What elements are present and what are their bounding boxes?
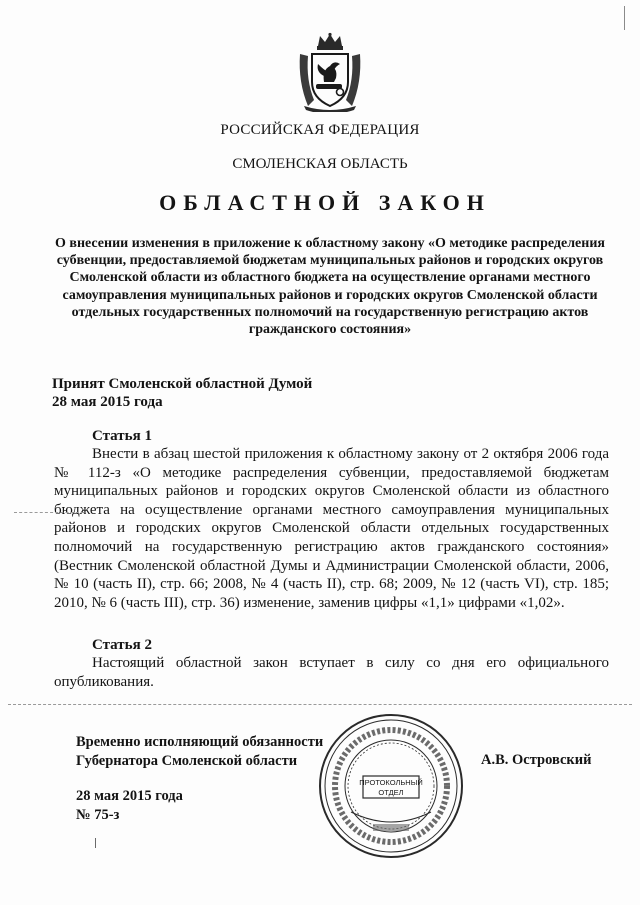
signatory-position [76,733,323,771]
document-number: № 75-з [76,807,120,823]
signatory-position-line-2: Губернатора Смоленской области [76,753,298,769]
signatory-name: А.В. Островский [481,752,592,768]
official-seal-stamp [317,712,465,860]
law-title: О внесении изменения в приложение к областному закону «О методике распределения субвенции, предоставляемой бюджетам муниципальных районов и городских округов Смоленской области из областного бюджета на осуществление органами местного самоуправления муниципальных районов и городских округов Смоленской области отдельных государственных полномочий на государственную регистрацию актов гражданского состояния» [55,236,605,338]
article-2-text: Настоящий областной закон вступает в силу со дня его официального опубликования. [54,655,609,690]
region-heading: СМОЛЕНСКАЯ ОБЛАСТЬ [232,156,408,172]
adoption-note [52,375,312,411]
coat-of-arms-icon [294,32,366,112]
document-type-heading: ОБЛАСТНОЙ ЗАКОН [159,190,491,215]
seal-icon [317,712,465,860]
document-meta [76,787,183,825]
signatory-position-line-1: Временно исполняющий обязанности [76,734,324,750]
coat-of-arms-emblem [294,32,366,112]
scan-artifact-mark [624,6,625,30]
seal-text-line-2: ОТДЕЛ [378,788,404,797]
seal-text-line-1: ПРОТОКОЛЬНЫЙ [359,778,423,787]
adoption-line-date: 28 мая 2015 года [52,394,163,410]
document-date: 28 мая 2015 года [76,788,183,804]
scan-artifact-mark [95,838,96,848]
scan-artifact-line [8,704,632,705]
country-heading: РОССИЙСКАЯ ФЕДЕРАЦИЯ [220,122,420,138]
article-1-text: Внести в абзац шестой приложения к областному закону от 2 октября 2006 года № 112-з «О методике распределения субвенции, предоставляемой бюджетам муниципальных районов и городских округов Смоленской области из областного бюджета на осуществление органами местного самоуправления муниципальных районов и городских округов Смоленской области отдельных государственных полномочий на государственную регистрацию актов гражданского состояния» (Вестник Смоленской областной Думы и Администрации Смоленской области, 2006, № 10 (часть II), стр. 66; 2008, № 4 (часть II), стр. 68; 2009, № 12 (часть VI), стр. 185; 2010, № 6 (часть III), стр. 36) изменение, заменив цифры «1,1» цифрами «1,02». [54,446,609,611]
article-2-heading: Статья 2 [92,637,152,653]
scan-artifact-dashes [14,512,84,513]
adoption-line-body: Принят Смоленской областной Думой [52,376,313,392]
article-1-heading: Статья 1 [92,428,152,444]
